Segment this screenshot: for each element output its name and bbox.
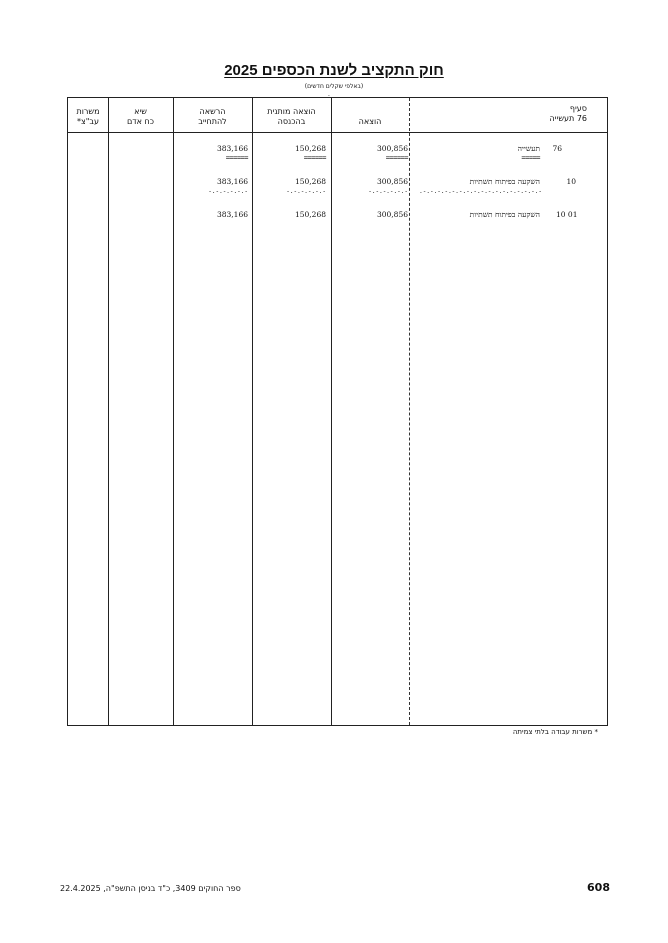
footnote: * משרות עבודה בלתי צמיתה xyxy=(512,728,598,736)
conditional-value: 150,268 xyxy=(294,177,326,186)
row-name: תעשייה xyxy=(517,144,540,153)
col-divider-conditional xyxy=(331,98,332,725)
total-underline: ====== xyxy=(303,154,326,162)
total-underline: ====== xyxy=(225,154,248,162)
header-conditional-expense: הוצאה מותנית בהכנסה xyxy=(267,107,316,126)
row-code: 10 xyxy=(566,177,576,186)
page-subtitle: (באלפי שקלים חדשים) xyxy=(304,83,364,90)
total-underline: ====== xyxy=(385,154,408,162)
expense-value: 300,856 xyxy=(376,177,408,186)
subtotal-underline: -.-.-.-.-.- xyxy=(368,188,408,195)
name-underline: ===== xyxy=(521,154,540,162)
publication-info: ספר החוקים 3409, כ"ד בניסן התשפ"ה, 22.4.2025 xyxy=(60,884,241,893)
subtotal-underline: -.-.-.-.-.- xyxy=(286,188,326,195)
name-underline: -.-.-.-.-.-.-.-.-.-.-.-.-.-.-.-.-. xyxy=(419,188,542,195)
subtotal-underline: -.-.-.-.-.- xyxy=(208,188,248,195)
header-section: סעיף 76 תעשייה xyxy=(549,104,587,123)
header-peak-manpower: שיא כח אדם xyxy=(126,107,155,126)
header-positions: משרות עב"צ* xyxy=(76,107,100,126)
row-code: 76 xyxy=(552,144,562,153)
authorization-value: 383,166 xyxy=(216,177,248,186)
page-number: 608 xyxy=(587,881,610,894)
header-divider xyxy=(68,132,607,133)
row-code: 10 01 xyxy=(556,210,578,219)
conditional-value: 150,268 xyxy=(294,210,326,219)
expense-value: 300,856 xyxy=(376,144,408,153)
authorization-value: 383,166 xyxy=(216,144,248,153)
expense-value: 300,856 xyxy=(376,210,408,219)
header-dot: · xyxy=(328,93,330,100)
page-title: חוק התקציב לשנת הכספים 2025 xyxy=(224,62,444,79)
col-divider-expense xyxy=(409,98,410,725)
budget-table xyxy=(67,97,608,726)
col-divider-peak xyxy=(173,98,174,725)
authorization-value: 383,166 xyxy=(216,210,248,219)
col-divider-authorization xyxy=(252,98,253,725)
row-name: השקעה בפיתוח תשתיות xyxy=(469,177,540,186)
col-divider-positions xyxy=(108,98,109,725)
conditional-value: 150,268 xyxy=(294,144,326,153)
header-expense: הוצאה xyxy=(358,117,382,126)
row-name: השקעה בפיתוח תשתיות xyxy=(469,210,540,219)
header-authorization: הרשאה להתחייב xyxy=(198,107,227,126)
